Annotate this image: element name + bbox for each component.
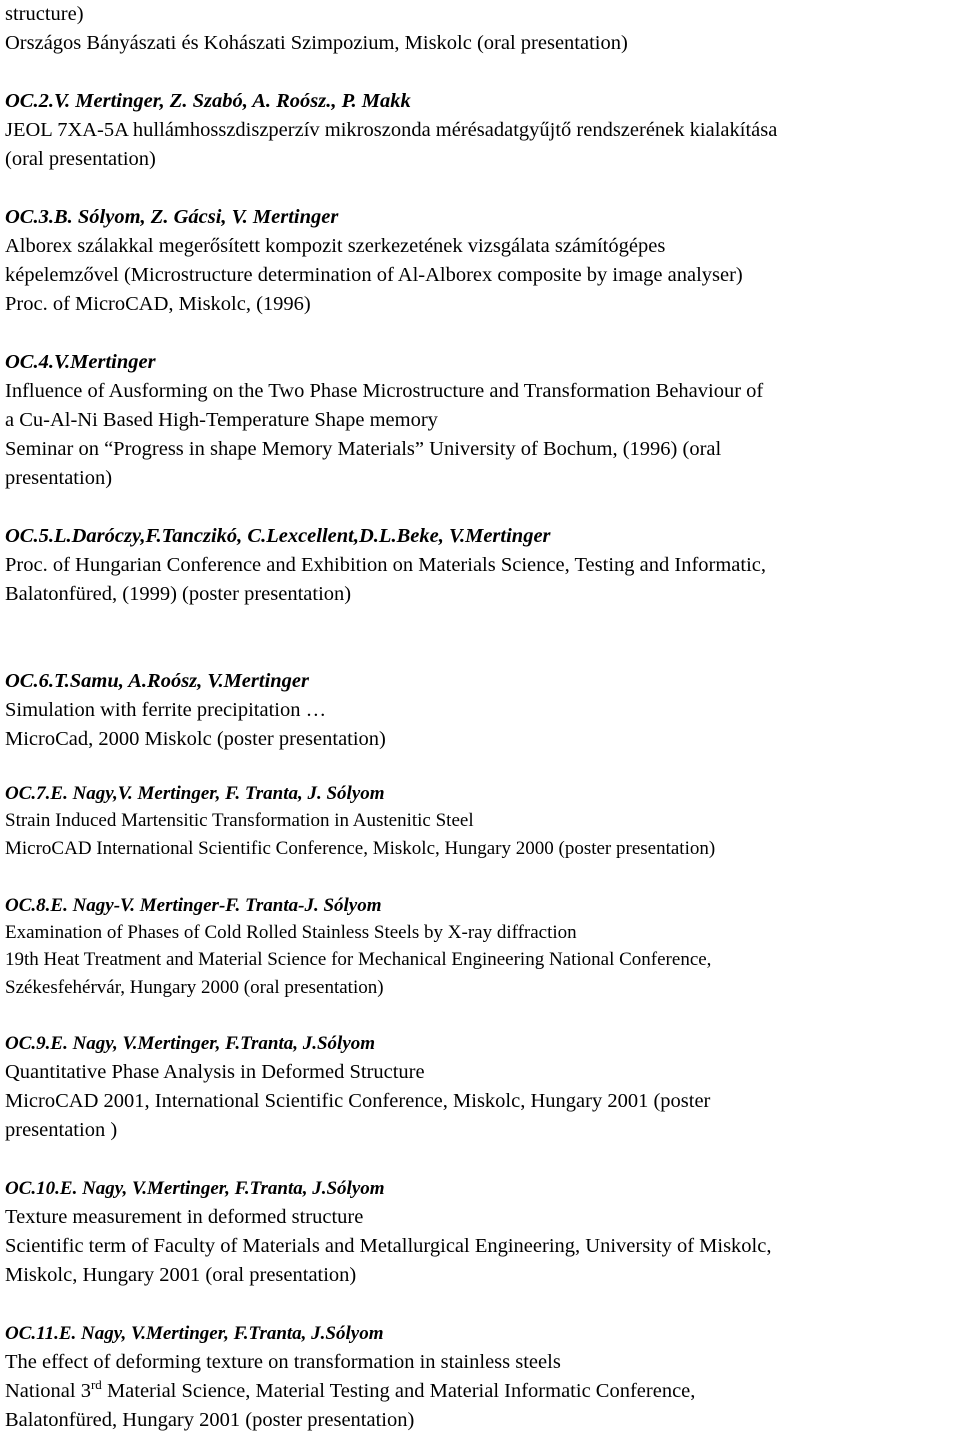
publication-entry-oc11 xyxy=(5,1319,955,1435)
entry-line: Influence of Ausforming on the Two Phase Microstructure and Transformation Behaviour of xyxy=(5,380,764,402)
entry-line: Alborex szálakkal megerősített kompozit szerkezetének vizsgálata számítógépes xyxy=(5,235,666,257)
publication-entry-oc4 xyxy=(5,348,955,493)
entry-line: Simulation with ferrite precipitation … xyxy=(5,699,327,721)
entry-line: structure) xyxy=(5,3,84,25)
entry-line: Quantitative Phase Analysis in Deformed Structure xyxy=(5,1061,425,1083)
entry-line: Székesfehérvár, Hungary 2000 (oral presentation) xyxy=(5,977,384,998)
entry-line: Balatonfüred, (1999) (poster presentation) xyxy=(5,583,352,605)
entry-line: MicroCAD 2001, International Scientific Conference, Miskolc, Hungary 2001 (poster xyxy=(5,1090,711,1112)
entry-line: (oral presentation) xyxy=(5,148,156,170)
publication-entry-oc9 xyxy=(5,1029,955,1145)
publication-entry-oc6 xyxy=(5,667,955,754)
entry-line: a Cu-Al-Ni Based High-Temperature Shape memory xyxy=(5,409,438,431)
entry-header: OC.10.E. Nagy, V.Mertinger, F.Tranta, J.Sólyom xyxy=(5,1178,385,1199)
entry-line: Seminar on “Progress in shape Memory Materials” University of Bochum, (1996) (oral xyxy=(5,438,722,460)
entry-line: Miskolc, Hungary 2001 (oral presentation) xyxy=(5,1264,357,1286)
publication-entry-oc2 xyxy=(5,87,955,174)
entry-header: OC.3.B. Sólyom, Z. Gácsi, V. Mertinger xyxy=(5,206,339,228)
entry-line: Proc. of MicroCAD, Miskolc, (1996) xyxy=(5,293,311,315)
entry-header: OC.5.L.Daróczy,F.Tanczikó, C.Lexcellent,D.L.Beke, V.Mertinger xyxy=(5,525,551,547)
entry-line: The effect of deforming texture on transformation in stainless steels xyxy=(5,1351,561,1373)
entry-line: Texture measurement in deformed structure xyxy=(5,1206,364,1228)
entry-line xyxy=(5,1377,955,1406)
publication-entry-oc10 xyxy=(5,1174,955,1290)
entry-line: MicroCad, 2000 Miskolc (poster presentation) xyxy=(5,728,386,750)
entry-line: Balatonfüred, Hungary 2001 (poster presentation) xyxy=(5,1409,415,1431)
entry-line: 19th Heat Treatment and Material Science for Mechanical Engineering National Conference, xyxy=(5,949,712,970)
entry-line: presentation ) xyxy=(5,1119,118,1141)
entry-header: OC.11.E. Nagy, V.Mertinger, F.Tranta, J.Sólyom xyxy=(5,1323,384,1344)
publication-entry-continued xyxy=(5,0,955,58)
ordinal-superscript: rd xyxy=(90,1377,102,1393)
entry-header: OC.7.E. Nagy,V. Mertinger, F. Tranta, J. Sólyom xyxy=(5,783,385,804)
publication-entry-oc7 xyxy=(5,780,955,863)
entry-line: Scientific term of Faculty of Materials and Metallurgical Engineering, University of Miskolc, xyxy=(5,1235,772,1257)
entry-line: képelemzővel (Microstructure determination of Al-Alborex composite by image analyser) xyxy=(5,264,743,286)
entry-line: MicroCAD International Scientific Conference, Miskolc, Hungary 2000 (poster presentation) xyxy=(5,838,716,859)
entry-line: Proc. of Hungarian Conference and Exhibition on Materials Science, Testing and Informatic, xyxy=(5,554,767,576)
entry-line: presentation) xyxy=(5,467,113,489)
document-page xyxy=(5,0,955,1435)
entry-header: OC.2.V. Mertinger, Z. Szabó, A. Roósz., P. Makk xyxy=(5,90,411,112)
entry-line: Országos Bányászati és Kohászati Szimpozium, Miskolc (oral presentation) xyxy=(5,32,628,54)
publication-entry-oc8 xyxy=(5,892,955,1002)
publication-entry-oc5 xyxy=(5,522,955,609)
entry-header: OC.6.T.Samu, A.Roósz, V.Mertinger xyxy=(5,670,309,692)
entry-line: JEOL 7XA-5A hullámhosszdiszperzív mikroszonda mérésadatgyűjtő rendszerének kialakítása xyxy=(5,119,778,141)
publication-entry-oc3 xyxy=(5,203,955,319)
entry-line: Examination of Phases of Cold Rolled Stainless Steels by X-ray diffraction xyxy=(5,922,577,943)
entry-line: Strain Induced Martensitic Transformation in Austenitic Steel xyxy=(5,810,474,831)
entry-header: OC.9.E. Nagy, V.Mertinger, F.Tranta, J.Sólyom xyxy=(5,1033,376,1054)
entry-header: OC.4.V.Mertinger xyxy=(5,351,156,373)
entry-line-part: Material Science, Material Testing and Material Informatic Conference, xyxy=(101,1380,696,1402)
entry-line-part: National 3 xyxy=(5,1380,91,1402)
entry-header: OC.8.E. Nagy-V. Mertinger-F. Tranta-J. Sólyom xyxy=(5,895,382,916)
